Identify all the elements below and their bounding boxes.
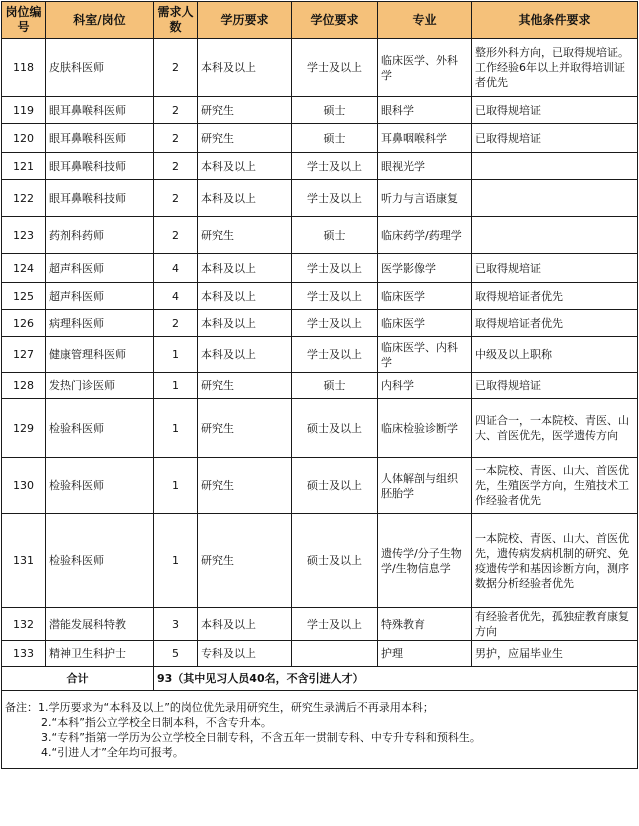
cell-dept: 药剂科药师: [46, 217, 154, 254]
cell-other: 一本院校、青医、山大、首医优先，遗传病发病机制的研究、免疫遗传学和基因诊断方向，测序数据分析经验者优先: [472, 514, 638, 608]
cell-major: 眼科学: [378, 97, 472, 124]
cell-degree: 硕士及以上: [292, 399, 378, 458]
cell-count: 5: [154, 641, 198, 667]
cell-major: 遗传学/分子生物学/生物信息学: [378, 514, 472, 608]
recruitment-sheet: [1, 1, 637, 769]
table-row: [2, 153, 638, 180]
cell-major: 听力与言语康复: [378, 180, 472, 217]
table-row: [2, 310, 638, 337]
cell-count: 2: [154, 180, 198, 217]
cell-dept: 皮肤科医师: [46, 39, 154, 97]
cell-other: 男护，应届毕业生: [472, 641, 638, 667]
cell-count: 2: [154, 124, 198, 153]
table-row: [2, 458, 638, 514]
table-row: [2, 608, 638, 641]
cell-other: [472, 217, 638, 254]
cell-dept: 检验科医师: [46, 399, 154, 458]
header-other: 其他条件要求: [472, 2, 638, 39]
header-education: 学历要求: [198, 2, 292, 39]
cell-degree: 硕士: [292, 373, 378, 399]
cell-degree: 学士及以上: [292, 337, 378, 373]
cell-id: 123: [2, 217, 46, 254]
table-row: [2, 97, 638, 124]
cell-count: 1: [154, 337, 198, 373]
cell-dept: 眼耳鼻喉科医师: [46, 124, 154, 153]
cell-dept: 健康管理科医师: [46, 337, 154, 373]
cell-degree: 学士及以上: [292, 254, 378, 283]
total-value: 93（其中见习人员40名，不含引进人才）: [154, 667, 638, 691]
table-row: [2, 124, 638, 153]
cell-education: 研究生: [198, 399, 292, 458]
cell-other: 整形外科方向，已取得规培证。工作经验6年以上并取得培训证者优先: [472, 39, 638, 97]
header-id: 岗位编号: [2, 2, 46, 39]
cell-count: 2: [154, 153, 198, 180]
cell-education: 本科及以上: [198, 608, 292, 641]
table-row: [2, 337, 638, 373]
table-header: [2, 2, 638, 39]
recruitment-table: [1, 1, 638, 769]
header-dept: 科室/岗位: [46, 2, 154, 39]
cell-other: [472, 153, 638, 180]
cell-degree: 硕士: [292, 97, 378, 124]
cell-education: 本科及以上: [198, 337, 292, 373]
cell-degree: 硕士及以上: [292, 514, 378, 608]
cell-major: 人体解剖与组织胚胎学: [378, 458, 472, 514]
cell-id: 126: [2, 310, 46, 337]
cell-count: 3: [154, 608, 198, 641]
header-degree: 学位要求: [292, 2, 378, 39]
notes-row: [2, 691, 638, 769]
cell-major: 临床医学: [378, 310, 472, 337]
cell-degree: 学士及以上: [292, 153, 378, 180]
cell-major: 内科学: [378, 373, 472, 399]
cell-education: 研究生: [198, 458, 292, 514]
cell-id: 127: [2, 337, 46, 373]
cell-id: 119: [2, 97, 46, 124]
cell-dept: 超声科医师: [46, 283, 154, 310]
cell-education: 研究生: [198, 97, 292, 124]
cell-other: [472, 180, 638, 217]
cell-id: 132: [2, 608, 46, 641]
cell-degree: 学士及以上: [292, 310, 378, 337]
cell-education: 研究生: [198, 373, 292, 399]
cell-dept: 眼耳鼻喉科医师: [46, 97, 154, 124]
cell-dept: 检验科医师: [46, 458, 154, 514]
cell-major: 特殊教育: [378, 608, 472, 641]
cell-count: 4: [154, 283, 198, 310]
cell-major: 护理: [378, 641, 472, 667]
cell-degree: 硕士: [292, 217, 378, 254]
cell-id: 124: [2, 254, 46, 283]
cell-count: 2: [154, 217, 198, 254]
note-line-2: 2.“本科”指公立学校全日制本科，不含专升本。: [41, 715, 272, 729]
cell-education: 研究生: [198, 514, 292, 608]
note-line-4: 4.“引进人才”全年均可报考。: [41, 745, 184, 759]
cell-education: 本科及以上: [198, 254, 292, 283]
cell-degree: 学士及以上: [292, 180, 378, 217]
cell-degree: 硕士: [292, 124, 378, 153]
note-line-1: 备注：1.学历要求为“本科及以上”的岗位优先录用研究生，研究生录满后不再录用本科；: [5, 700, 434, 714]
cell-other: 一本院校、青医、山大、首医优先，生殖医学方向，生殖技术工作经验者优先: [472, 458, 638, 514]
cell-degree: 硕士及以上: [292, 458, 378, 514]
header-count: 需求人数: [154, 2, 198, 39]
notes-cell: [2, 691, 638, 769]
total-row: [2, 667, 638, 691]
cell-major: 眼视光学: [378, 153, 472, 180]
table-row: [2, 399, 638, 458]
header-major: 专业: [378, 2, 472, 39]
total-label: 合计: [2, 667, 154, 691]
table-row: [2, 254, 638, 283]
table-footer: [2, 667, 638, 769]
cell-dept: 眼耳鼻喉科技师: [46, 180, 154, 217]
cell-count: 1: [154, 458, 198, 514]
cell-degree: 学士及以上: [292, 283, 378, 310]
cell-other: 已取得规培证: [472, 373, 638, 399]
table-row: [2, 180, 638, 217]
cell-degree: 学士及以上: [292, 608, 378, 641]
table-row: [2, 641, 638, 667]
cell-other: 中级及以上职称: [472, 337, 638, 373]
cell-id: 131: [2, 514, 46, 608]
cell-major: 临床医学、外科学: [378, 39, 472, 97]
cell-dept: 眼耳鼻喉科技师: [46, 153, 154, 180]
cell-major: 临床检验诊断学: [378, 399, 472, 458]
cell-degree: [292, 641, 378, 667]
cell-major: 临床医学: [378, 283, 472, 310]
cell-dept: 超声科医师: [46, 254, 154, 283]
cell-count: 2: [154, 310, 198, 337]
cell-dept: 检验科医师: [46, 514, 154, 608]
cell-education: 本科及以上: [198, 153, 292, 180]
cell-major: 耳鼻咽喉科学: [378, 124, 472, 153]
table-row: [2, 514, 638, 608]
table-row: [2, 373, 638, 399]
cell-dept: 病理科医师: [46, 310, 154, 337]
table-row: [2, 217, 638, 254]
cell-education: 本科及以上: [198, 310, 292, 337]
cell-count: 2: [154, 97, 198, 124]
cell-dept: 精神卫生科护士: [46, 641, 154, 667]
cell-count: 1: [154, 373, 198, 399]
cell-id: 122: [2, 180, 46, 217]
cell-id: 125: [2, 283, 46, 310]
cell-major: 临床医学、内科学: [378, 337, 472, 373]
cell-id: 130: [2, 458, 46, 514]
cell-other: 已取得规培证: [472, 124, 638, 153]
cell-count: 1: [154, 514, 198, 608]
cell-education: 专科及以上: [198, 641, 292, 667]
cell-major: 医学影像学: [378, 254, 472, 283]
cell-degree: 学士及以上: [292, 39, 378, 97]
cell-dept: 潜能发展科特教: [46, 608, 154, 641]
cell-id: 120: [2, 124, 46, 153]
cell-other: 有经验者优先，孤独症教育康复方向: [472, 608, 638, 641]
header-row: [2, 2, 638, 39]
cell-count: 1: [154, 399, 198, 458]
cell-education: 研究生: [198, 124, 292, 153]
table-row: [2, 39, 638, 97]
cell-education: 本科及以上: [198, 180, 292, 217]
table-body: [2, 39, 638, 667]
cell-other: 取得规培证者优先: [472, 283, 638, 310]
cell-major: 临床药学/药理学: [378, 217, 472, 254]
cell-education: 研究生: [198, 217, 292, 254]
cell-other: 已取得规培证: [472, 254, 638, 283]
cell-dept: 发热门诊医师: [46, 373, 154, 399]
cell-id: 118: [2, 39, 46, 97]
cell-count: 2: [154, 39, 198, 97]
cell-id: 133: [2, 641, 46, 667]
cell-other: 已取得规培证: [472, 97, 638, 124]
cell-id: 128: [2, 373, 46, 399]
cell-other: 取得规培证者优先: [472, 310, 638, 337]
cell-id: 129: [2, 399, 46, 458]
cell-count: 4: [154, 254, 198, 283]
cell-education: 本科及以上: [198, 283, 292, 310]
cell-id: 121: [2, 153, 46, 180]
cell-education: 本科及以上: [198, 39, 292, 97]
note-line-3: 3.“专科”指第一学历为公立学校全日制专科，不含五年一贯制专科、中专升专科和预科生。: [41, 730, 481, 744]
table-row: [2, 283, 638, 310]
cell-other: 四证合一，一本院校、青医、山大、首医优先，医学遗传方向: [472, 399, 638, 458]
